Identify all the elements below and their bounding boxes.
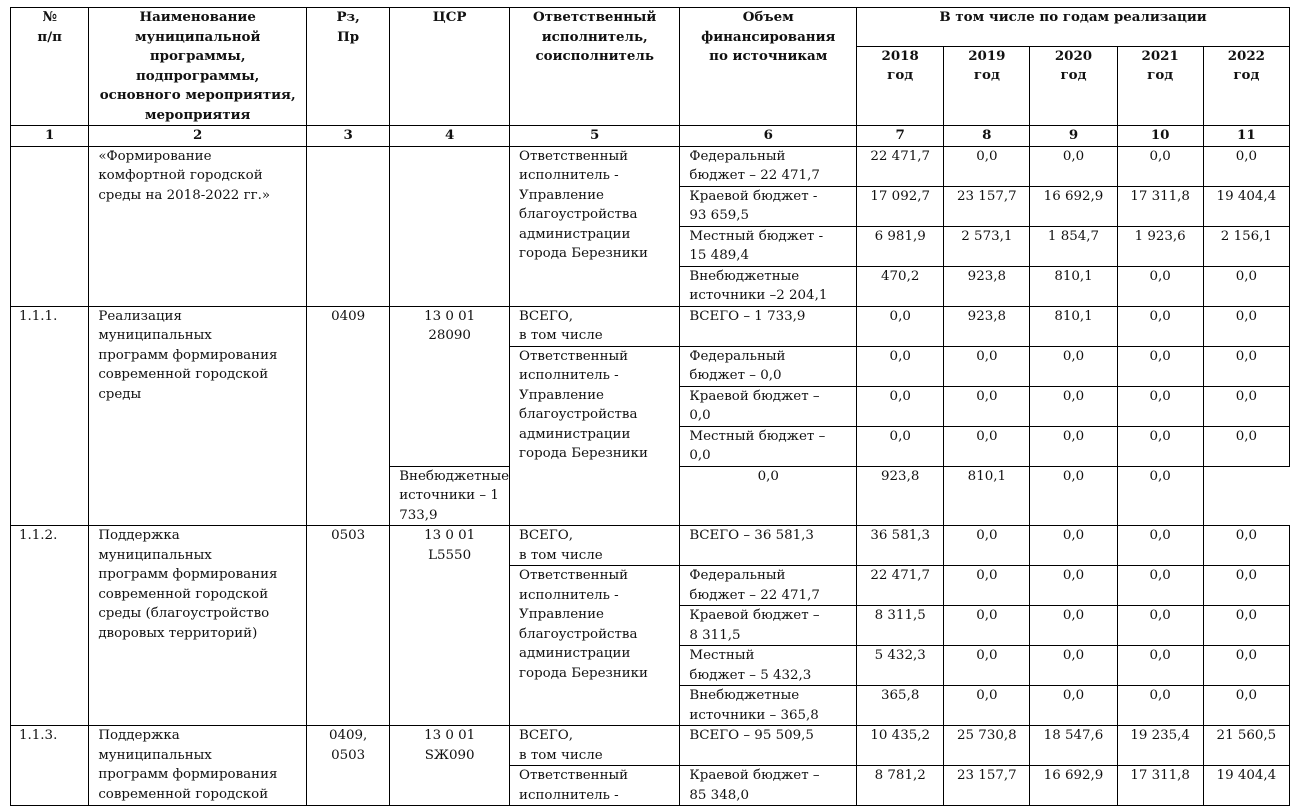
column-number: 3 [307, 126, 390, 147]
header-year-2019: 2019 год [944, 46, 1030, 125]
year-value: 16 692,9 [1030, 186, 1117, 226]
year-value: 0,0 [944, 526, 1030, 566]
year-value: 0,0 [1203, 266, 1289, 306]
year-value: 0,0 [1117, 526, 1203, 566]
total-label: ВСЕГО, в том числе [510, 306, 680, 346]
year-value: 17 311,8 [1117, 766, 1203, 806]
program-name: Поддержка муниципальных программ формирования современной городской [89, 726, 307, 806]
year-value: 0,0 [1030, 566, 1117, 606]
year-value: 810,1 [944, 466, 1030, 526]
year-value: 0,0 [1030, 606, 1117, 646]
csr-code [390, 146, 510, 466]
funding-source: Местный бюджет - 15 489,4 [680, 226, 857, 266]
column-number: 7 [857, 126, 944, 147]
year-value: 2 573,1 [944, 226, 1030, 266]
year-value: 0,0 [1117, 346, 1203, 386]
rz-code: 0409 [307, 306, 390, 526]
table-row [11, 146, 1290, 186]
total-label: ВСЕГО, в том числе [510, 526, 680, 566]
budget-table [10, 7, 1290, 806]
funding-source: Краевой бюджет – 85 348,0 [680, 766, 857, 806]
funding-source: Внебюджетные источники – 1 733,9 [390, 466, 510, 526]
year-value: 10 435,2 [857, 726, 944, 766]
header-col-number: № п/п [11, 8, 89, 126]
rz-code: 0409, 0503 [307, 726, 390, 806]
column-number-row [11, 126, 1290, 147]
year-value: 365,8 [857, 686, 944, 726]
year-value: 8 311,5 [857, 606, 944, 646]
table-row [11, 306, 1290, 346]
year-value: 0,0 [944, 386, 1030, 426]
year-value: 0,0 [1117, 686, 1203, 726]
year-value: 0,0 [1117, 386, 1203, 426]
year-value: 1 854,7 [1030, 226, 1117, 266]
year-value: 0,0 [1117, 306, 1203, 346]
rz-code [307, 146, 390, 306]
funding-source: Внебюджетные источники –2 204,1 [680, 266, 857, 306]
funding-source: ВСЕГО – 95 509,5 [680, 726, 857, 766]
year-value: 0,0 [944, 566, 1030, 606]
row-number: 1.1.3. [11, 726, 89, 806]
year-value: 923,8 [857, 466, 944, 526]
year-value: 0,0 [1117, 146, 1203, 186]
column-number: 8 [944, 126, 1030, 147]
column-number: 9 [1030, 126, 1117, 147]
year-value: 17 092,7 [857, 186, 944, 226]
year-value: 810,1 [1030, 266, 1117, 306]
year-value: 0,0 [1203, 646, 1289, 686]
funding-source: ВСЕГО – 1 733,9 [680, 306, 857, 346]
header-col-financing: Объем финансирования по источникам [680, 8, 857, 126]
funding-source: Федеральный бюджет – 22 471,7 [680, 566, 857, 606]
year-value: 0,0 [1117, 266, 1203, 306]
year-value: 0,0 [1030, 686, 1117, 726]
year-value: 19 235,4 [1117, 726, 1203, 766]
year-value: 0,0 [944, 346, 1030, 386]
year-value: 18 547,6 [1030, 726, 1117, 766]
header-col-name: Наименование муниципальной программы, подпрограммы, основного мероприятия, мероприятия [89, 8, 307, 126]
header-col-csr: ЦСР [390, 8, 510, 126]
table-row [11, 526, 1290, 566]
year-value: 0,0 [1203, 566, 1289, 606]
year-value: 923,8 [944, 266, 1030, 306]
year-value: 0,0 [1203, 146, 1289, 186]
total-label: ВСЕГО, в том числе [510, 726, 680, 766]
year-value: 0,0 [857, 426, 944, 466]
year-value: 0,0 [1203, 426, 1289, 466]
csr-code-value: 13 0 01 28090 [424, 308, 476, 343]
year-value: 8 781,2 [857, 766, 944, 806]
year-value: 0,0 [1030, 426, 1117, 466]
csr-code: 13 0 01 SЖ090 [390, 726, 510, 806]
year-value: 36 581,3 [857, 526, 944, 566]
year-value: 17 311,8 [1117, 186, 1203, 226]
year-value: 0,0 [1203, 526, 1289, 566]
funding-source: Местный бюджет – 0,0 [680, 426, 857, 466]
year-value: 0,0 [1117, 466, 1203, 526]
funding-source: Внебюджетные источники – 365,8 [680, 686, 857, 726]
column-number: 4 [390, 126, 510, 147]
year-value: 0,0 [944, 686, 1030, 726]
funding-source: ВСЕГО – 36 581,3 [680, 526, 857, 566]
year-value: 0,0 [944, 146, 1030, 186]
year-value: 0,0 [944, 426, 1030, 466]
executor: Ответственный исполнитель - [510, 766, 680, 806]
year-value: 23 157,7 [944, 186, 1030, 226]
year-value: 470,2 [857, 266, 944, 306]
funding-source: Местный бюджет – 5 432,3 [680, 646, 857, 686]
row-number: 1.1.1. [11, 306, 89, 526]
year-value: 22 471,7 [857, 566, 944, 606]
year-value: 23 157,7 [944, 766, 1030, 806]
header-year-2021: 2021 год [1117, 46, 1203, 125]
year-value: 16 692,9 [1030, 766, 1117, 806]
column-number: 2 [89, 126, 307, 147]
year-value: 923,8 [944, 306, 1030, 346]
funding-source: Краевой бюджет – 0,0 [680, 386, 857, 426]
year-value: 0,0 [1117, 566, 1203, 606]
header-col-executor: Ответственный исполнитель, соисполнитель [510, 8, 680, 126]
year-value: 1 923,6 [1117, 226, 1203, 266]
column-number: 1 [11, 126, 89, 147]
year-value: 0,0 [857, 386, 944, 426]
year-value: 0,0 [857, 346, 944, 386]
year-value: 0,0 [857, 306, 944, 346]
header-col-rz: Рз, Пр [307, 8, 390, 126]
funding-source: Федеральный бюджет – 22 471,7 [680, 146, 857, 186]
year-value: 0,0 [944, 606, 1030, 646]
csr-code: 13 0 01 L5550 [390, 526, 510, 726]
year-value: 0,0 [944, 646, 1030, 686]
year-value: 0,0 [1030, 466, 1117, 526]
program-name: «Формирование комфортной городской среды на 2018-2022 гг.» [89, 146, 307, 306]
year-value: 810,1 [1030, 306, 1117, 346]
year-value: 5 432,3 [857, 646, 944, 686]
year-value: 19 404,4 [1203, 766, 1289, 806]
year-value: 6 981,9 [857, 226, 944, 266]
year-value: 19 404,4 [1203, 186, 1289, 226]
year-value: 0,0 [1030, 346, 1117, 386]
funding-source: Краевой бюджет – 8 311,5 [680, 606, 857, 646]
header-year-2022: 2022 год [1203, 46, 1289, 125]
year-value: 25 730,8 [944, 726, 1030, 766]
header-year-2018: 2018 год [857, 46, 944, 125]
row-number [11, 146, 89, 306]
year-value: 0,0 [1203, 606, 1289, 646]
year-value: 0,0 [1030, 146, 1117, 186]
year-value: 0,0 [1117, 426, 1203, 466]
year-value: 0,0 [680, 466, 857, 526]
funding-source: Федеральный бюджет – 0,0 [680, 346, 857, 386]
rz-code: 0503 [307, 526, 390, 726]
year-value: 0,0 [1203, 386, 1289, 426]
year-value: 0,0 [1203, 346, 1289, 386]
year-value: 0,0 [1203, 306, 1289, 346]
row-divider [390, 306, 509, 307]
year-value: 21 560,5 [1203, 726, 1289, 766]
header-year-2020: 2020 год [1030, 46, 1117, 125]
executor: Ответственный исполнитель - Управление благоустройства администрации города Березники [510, 346, 680, 526]
column-number: 5 [510, 126, 680, 147]
year-value: 0,0 [1117, 646, 1203, 686]
program-name: Реализация муниципальных программ формирования современной городской среды [89, 306, 307, 526]
year-value: 0,0 [1030, 646, 1117, 686]
year-value: 2 156,1 [1203, 226, 1289, 266]
header-years-group: В том числе по годам реализации [857, 8, 1290, 47]
year-value: 0,0 [1203, 686, 1289, 726]
year-value: 22 471,7 [857, 146, 944, 186]
year-value: 0,0 [1030, 386, 1117, 426]
column-number: 6 [680, 126, 857, 147]
program-name: Поддержка муниципальных программ формирования современной городской среды (благоустройство дворовых территорий) [89, 526, 307, 726]
year-value: 0,0 [1117, 606, 1203, 646]
executor: Ответственный исполнитель - Управление благоустройства администрации города Березники [510, 566, 680, 726]
column-number: 10 [1117, 126, 1203, 147]
executor: Ответственный исполнитель - Управление благоустройства администрации города Березники [510, 146, 680, 306]
row-number: 1.1.2. [11, 526, 89, 726]
column-number: 11 [1203, 126, 1289, 147]
table-row [11, 726, 1290, 766]
year-value: 0,0 [1030, 526, 1117, 566]
funding-source: Краевой бюджет - 93 659,5 [680, 186, 857, 226]
